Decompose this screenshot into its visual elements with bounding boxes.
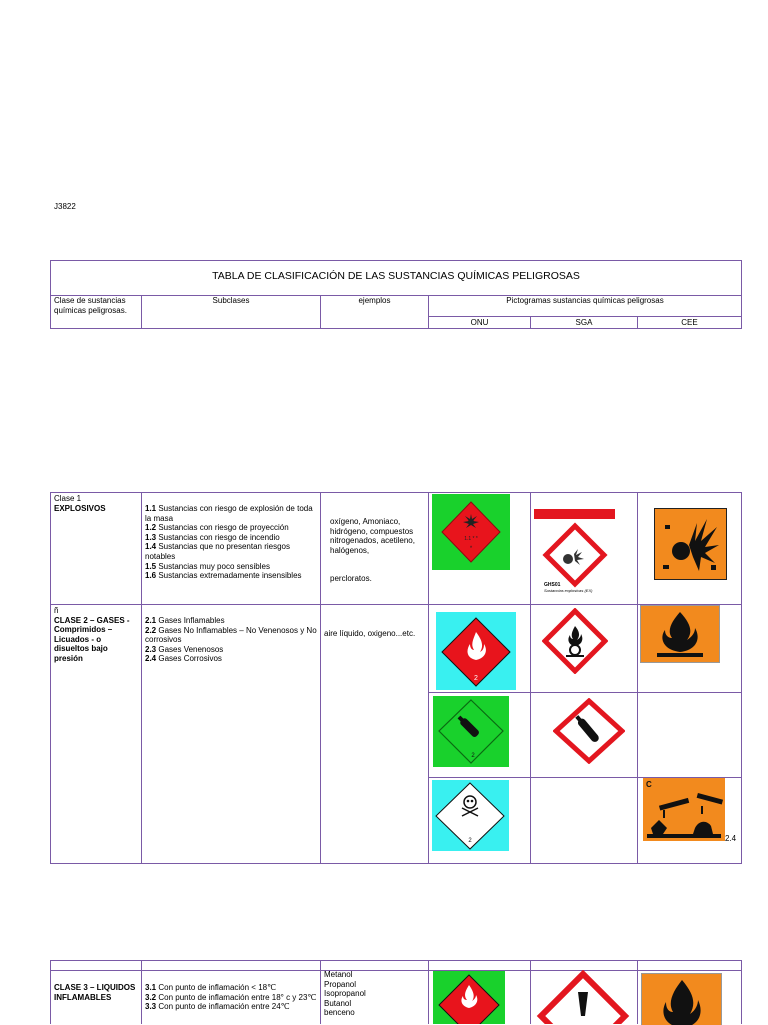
sga-exclamation-pictogram: [533, 970, 633, 1024]
column-header-pictograms: Pictogramas sustancias químicas peligrosas: [506, 296, 664, 305]
cee-flammable-pictogram: [640, 605, 720, 663]
sga-explosive-pictogram: [534, 509, 615, 595]
class1-title: EXPLOSIVOS: [54, 503, 106, 513]
class2-title: CLASE 2 – GASES - Comprimidos – Licuados - o disueltos bajo presión: [54, 615, 130, 663]
flame-icon: [663, 980, 700, 1025]
class3-name: [54, 983, 138, 1002]
onu-flammable-liquid-pictogram: [433, 971, 505, 1024]
column-header-onu: ONU: [470, 318, 489, 327]
list-item: Propanol: [324, 979, 357, 989]
subclass-item: 1.2 Sustancias con riesgo de proyección: [145, 523, 289, 533]
cee-corrosive-label: 2.4: [725, 834, 737, 843]
ghs-code: GHS01: [544, 582, 561, 588]
column-header-class: Clase de sustancias químicas peligrosas.: [54, 296, 127, 315]
class3-subclasses: [145, 983, 319, 1012]
class2-examples: aire líquido, oxigeno...etc.: [324, 629, 416, 638]
flame-icon: [657, 612, 703, 657]
document-code: J3822: [54, 202, 76, 211]
corrosive-letter: C: [646, 780, 652, 789]
onu-toxic-gas-pictogram: [432, 780, 509, 851]
column-header-examples: ejemplos: [358, 296, 391, 305]
list-item: Isopropanol: [324, 989, 366, 999]
cee-corrosive-pictogram: [643, 778, 725, 841]
sga-oxidizing-pictogram: [542, 608, 608, 674]
class1-examples-cont: percloratos.: [330, 574, 372, 583]
subclass-item: 3.3 Con punto de inflamación entre 24℃: [145, 1002, 290, 1012]
class1-examples: oxígeno, Amoniaco, hidrógeno, compuestos nitrogenados, acetileno, halógenos,: [330, 517, 415, 555]
subclass-item: 2.1 Gases Inflamables: [145, 616, 225, 625]
diamond-number: 2: [474, 675, 478, 682]
class2-name: ñ CLASE 2 – GASES - Comprimidos – Licuados - o disueltos bajo presión: [54, 606, 130, 663]
onu-explosive-pictogram: [432, 494, 510, 570]
subclass-item: 3.1 Con punto de inflamación < 18℃: [145, 983, 277, 992]
svg-text:2: 2: [468, 838, 472, 844]
ghs-caption: Sustancias explosivas (EX): [544, 588, 593, 593]
onu-nonflammable-gas-pictogram: [433, 696, 509, 767]
svg-text:*: *: [469, 546, 473, 552]
list-item: benceno: [324, 1008, 355, 1018]
corrosion-icon: [647, 793, 723, 838]
onu-flammable-gas-pictogram: [436, 612, 516, 690]
subclass-item: 1.6 Sustancias extremadamente insensibles: [145, 571, 302, 581]
class1-name: Clase 1 EXPLOSIVOS: [54, 494, 106, 513]
sga-gas-under-pressure-pictogram: [553, 698, 625, 764]
column-header-sga: SGA: [575, 318, 593, 327]
subclass-item: 2.4 Gases Corrosivos: [145, 654, 222, 664]
table-title: TABLA DE CLASIFICACIÓN DE LAS SUSTANCIAS QUÍMICAS PELIGROSAS: [212, 270, 580, 282]
subclass-item: 1.3 Sustancias con riesgo de incendio: [145, 532, 280, 542]
cee-explosive-pictogram: [654, 508, 727, 580]
cee-flammable-liquid-pictogram: [641, 973, 722, 1025]
class3-examples: [324, 970, 424, 1018]
subclass-item: 3.2 Con punto de inflamación entre 18° c y 23℃: [145, 992, 317, 1002]
subclass-item: 1.1 Sustancias con riesgo de explosión de toda la masa: [145, 504, 313, 523]
column-header-cee: CEE: [681, 318, 698, 327]
class1-subclasses: [145, 504, 317, 581]
list-item: Metanol: [324, 970, 353, 979]
class3-title: CLASE 3 – LIQUIDOS INFLAMABLES: [54, 983, 136, 1002]
list-item: Butanol: [324, 998, 352, 1008]
onu-marks-text: 1.1 * *: [464, 536, 478, 542]
svg-text:2: 2: [471, 753, 475, 759]
explosion-icon: [663, 519, 719, 571]
subclass-item: 2.2 Gases No Inflamables – No Venenosos y No corrosivos: [145, 625, 317, 645]
column-header-subclasses: Subclases: [212, 296, 250, 305]
subclass-item: 2.3 Gases Venenosos: [145, 644, 224, 654]
class2-subclasses: [145, 616, 317, 664]
subclass-item: 1.4 Sustancias que no presentan riesgos notables: [145, 542, 290, 561]
subclass-item: 1.5 Sustancias muy poco sensibles: [145, 561, 270, 571]
